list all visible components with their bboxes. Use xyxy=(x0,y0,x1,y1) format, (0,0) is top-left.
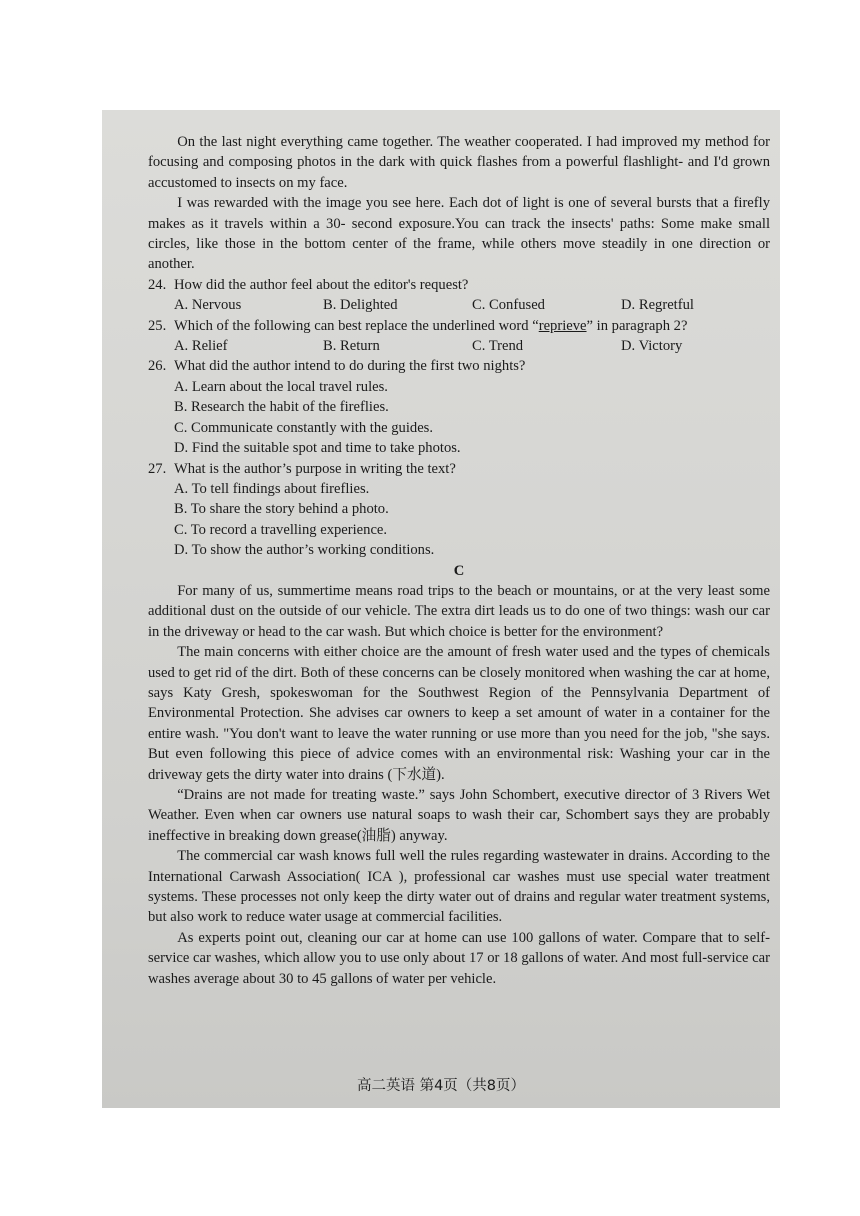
question-26 xyxy=(148,356,770,458)
question-stem xyxy=(148,275,770,295)
option-a: A. Nervous xyxy=(174,297,242,314)
question-text-after: ” in paragraph 2? xyxy=(586,317,688,334)
question-text-before: Which of the following can best replace the underlined word “ xyxy=(174,317,539,334)
section-heading: C xyxy=(453,562,465,579)
passage-b-paragraph: I was rewarded with the image you see here. Each dot of light is one of several bursts that a firefly makes as it travels within a 30- second exposure.You can track the insects' paths: Some make small circles, like those in the bottom center of the frame, while others move steadily in one direction or another. xyxy=(148,195,770,273)
option-b: B. Research the habit of the fireflies. xyxy=(174,399,389,416)
option-list xyxy=(174,479,770,561)
passage-c-paragraph: “Drains are not made for treating waste.” says John Schombert, executive director of 3 Rivers Wet Weather. Even when car owners use natural soaps to wash their car, Schombert says they are probably ineffective in breaking down grease(油脂) anyway. xyxy=(148,787,770,844)
option-d: D. Find the suitable spot and time to take photos. xyxy=(174,440,461,457)
option-list xyxy=(174,295,770,315)
question-stem xyxy=(148,459,770,479)
option-c: C. Confused xyxy=(472,297,545,314)
option-c: C. Trend xyxy=(472,338,524,355)
question-number: 24. xyxy=(148,276,167,293)
option-a: A. To tell findings about fireflies. xyxy=(174,480,370,497)
option-c: C. Communicate constantly with the guides. xyxy=(174,419,434,436)
passage-c-paragraph: The commercial car wash knows full well the rules regarding wastewater in drains. According to the International Carwash Association( ICA ), professional car washes must use special water treatment systems. These processes not only keep the dirty water out of drains and regular water treatment systems, but also work to reduce water usage at commercial facilities. xyxy=(148,848,770,926)
option-list xyxy=(174,377,770,459)
question-24 xyxy=(148,275,770,316)
option-a: A. Learn about the local travel rules. xyxy=(174,378,388,395)
passage-c-paragraph: For many of us, summertime means road trips to the beach or mountains, or at the very least some additional dust on the outside of our vehicle. The extra dirt leads us to do one of two things: wash our car in the driveway or head to the car wash. But which choice is better for the environment? xyxy=(148,582,770,640)
option-d: D. Regretful xyxy=(621,297,694,314)
option-b: B. Delighted xyxy=(323,297,398,314)
question-number: 26. xyxy=(148,358,167,375)
question-25 xyxy=(148,316,770,357)
exam-page xyxy=(102,110,780,1108)
question-text: How did the author feel about the editor's request? xyxy=(174,276,469,293)
option-d: D. Victory xyxy=(621,338,683,355)
option-a: A. Relief xyxy=(174,338,228,355)
underlined-word: reprieve xyxy=(538,317,587,334)
question-number: 25. xyxy=(148,317,167,334)
option-d: D. To show the author’s working conditions. xyxy=(174,542,435,559)
question-stem xyxy=(148,316,770,336)
option-c: C. To record a travelling experience. xyxy=(174,521,388,538)
question-number: 27. xyxy=(148,460,167,477)
option-b: B. Return xyxy=(323,338,380,355)
question-stem xyxy=(148,356,770,376)
passage-c-paragraph: As experts point out, cleaning our car at home can use 100 gallons of water. Compare that to self-service car washes, which allow you to use only about 17 or 18 gallons of water. And most full-service car washes average about 30 to 45 gallons of water per vehicle. xyxy=(148,929,770,987)
question-text: What did the author intend to do during the first two nights? xyxy=(174,358,526,375)
question-27 xyxy=(148,459,770,561)
page-footer: 高二英语 第4页（共8页） xyxy=(356,1077,526,1094)
passage-b-paragraph: On the last night everything came together. The weather cooperated. I had improved my method for focusing and composing photos in the dark with quick flashes from a powerful flashlight- and I'd grown accustomed to insects on my face. xyxy=(148,134,770,191)
question-text: What is the author’s purpose in writing the text? xyxy=(174,460,456,477)
option-list xyxy=(174,336,770,356)
option-b: B. To share the story behind a photo. xyxy=(174,501,389,518)
passage-c-paragraph: The main concerns with either choice are the amount of fresh water used and the types of chemicals used to get rid of the dirt. Both of these concerns can be closely monitored when washing the car at home, says Katy Gresh, spokeswoman for the Southwest Region of the Pennsylvania Department of Environmental Protection. She advises car owners to keep a set amount of water in a container for the entire wash. "You don't want to leave the water running or use more than you need for the job, "she says. But even following this piece of advice comes with an environmental risk: Washing your car in the driveway gets the dirty water into drains (下水道). xyxy=(148,644,770,783)
